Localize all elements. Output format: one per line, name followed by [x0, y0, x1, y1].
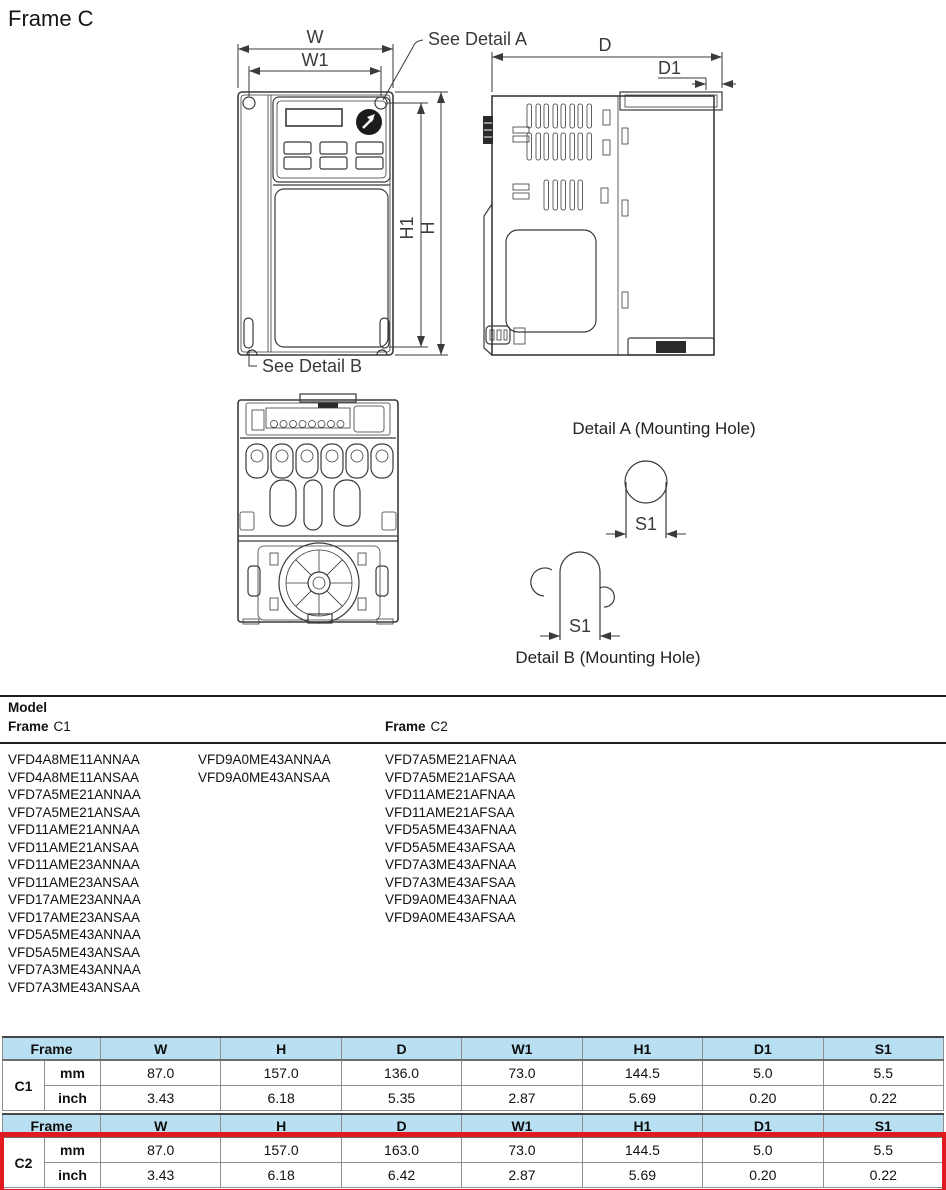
model-number: VFD11AME21AFNAA	[385, 787, 516, 802]
value-cell: 2.87	[462, 1086, 582, 1111]
model-number: VFD5A5ME43AFSAA	[385, 839, 516, 855]
dim-label-s1-a: S1	[634, 514, 658, 534]
model-number: VFD7A5ME21ANNAA	[8, 787, 141, 802]
frame-word: Frame	[8, 719, 49, 734]
side-view-drawing	[483, 35, 736, 355]
detail-b-drawing	[515, 552, 700, 667]
value-cell: 6.18	[221, 1163, 341, 1188]
dimension-tables	[2, 1036, 944, 1188]
frame-c2-code: C2	[430, 719, 448, 734]
model-number: VFD5A5ME43ANSAA	[8, 944, 141, 960]
col-header-h1: H1	[582, 1114, 702, 1137]
col-header-d1: D1	[703, 1037, 823, 1060]
dim-label-w: W	[306, 27, 324, 47]
see-detail-b-label: See Detail B	[262, 356, 363, 376]
model-number: VFD9A0ME43ANSAA	[198, 769, 331, 785]
value-cell: 87.0	[101, 1137, 221, 1163]
page-title: Frame C	[8, 6, 94, 31]
model-number: VFD7A3ME43AFNAA	[385, 857, 517, 872]
dim-label-h: H	[418, 221, 438, 235]
model-number: VFD7A5ME21ANSAA	[8, 804, 141, 820]
vent-slots	[513, 104, 592, 210]
col-header-w1: W1	[462, 1037, 582, 1060]
table-row-c1-mm	[3, 1060, 944, 1086]
table-row-c2-inch	[3, 1163, 944, 1188]
col-header-d: D	[341, 1114, 461, 1137]
model-number: VFD7A3ME43ANSAA	[8, 979, 141, 995]
value-cell: 5.35	[341, 1086, 461, 1111]
model-number: VFD5A5ME43ANNAA	[8, 927, 141, 942]
model-list-c1-col2	[198, 751, 331, 786]
model-number: VFD7A3ME43AFSAA	[385, 874, 516, 890]
model-number: VFD11AME21AFSAA	[385, 804, 515, 820]
frame-word: Frame	[385, 719, 426, 734]
model-number: VFD17AME23ANNAA	[8, 892, 141, 907]
model-number: VFD9A0ME43AFSAA	[385, 909, 516, 925]
value-cell: 5.0	[703, 1060, 823, 1086]
unit-cell-inch: inch	[45, 1086, 101, 1111]
dim-label-d: D	[598, 35, 612, 55]
col-header-h1: H1	[582, 1037, 702, 1060]
model-number: VFD7A5ME21AFNAA	[385, 752, 517, 767]
section-divider-top	[0, 695, 946, 697]
col-header-d: D	[341, 1037, 461, 1060]
value-cell: 5.69	[582, 1086, 702, 1111]
detail-a-drawing	[572, 419, 755, 538]
value-cell: 5.5	[823, 1137, 943, 1163]
dim-label-s1-b: S1	[568, 616, 592, 636]
value-cell: 144.5	[582, 1137, 702, 1163]
col-header-w1: W1	[462, 1114, 582, 1137]
unit-cell-mm: mm	[45, 1060, 101, 1086]
value-cell: 163.0	[341, 1137, 461, 1163]
frame-c1-heading	[8, 719, 71, 734]
unit-cell-mm: mm	[45, 1137, 101, 1163]
dim-label-w1: W1	[301, 50, 329, 70]
detail-a-title: Detail A (Mounting Hole)	[572, 419, 756, 438]
keypad-buttons	[284, 142, 383, 169]
model-number: VFD9A0ME43AFNAA	[385, 892, 517, 907]
cooling-fan	[279, 543, 359, 623]
model-number: VFD11AME23ANSAA	[8, 874, 140, 890]
value-cell: 144.5	[582, 1060, 702, 1086]
model-number: VFD4A8ME11ANSAA	[8, 769, 140, 785]
table-header-row	[3, 1114, 944, 1137]
value-cell: 2.87	[462, 1163, 582, 1188]
c2-table-wrapper	[2, 1113, 944, 1188]
value-cell: 87.0	[101, 1060, 221, 1086]
model-list-c1-col1	[8, 751, 141, 996]
frame-cell-c2: C2	[3, 1137, 45, 1188]
table-header-row	[3, 1037, 944, 1060]
value-cell: 6.18	[221, 1086, 341, 1111]
bottom-view-drawing	[238, 394, 398, 624]
section-divider-models	[0, 742, 946, 744]
frame-cell-c1: C1	[3, 1060, 45, 1111]
value-cell: 157.0	[221, 1137, 341, 1163]
model-number: VFD9A0ME43ANNAA	[198, 752, 331, 767]
model-number: VFD5A5ME43AFNAA	[385, 822, 517, 837]
see-detail-a-label: See Detail A	[428, 29, 528, 49]
col-header-d1: D1	[703, 1114, 823, 1137]
detail-b-title: Detail B (Mounting Hole)	[515, 648, 701, 667]
col-header-s1: S1	[823, 1114, 943, 1137]
dim-label-h1: H1	[397, 216, 417, 240]
value-cell: 3.43	[101, 1086, 221, 1111]
col-header-h: H	[221, 1037, 341, 1060]
col-header-h: H	[221, 1114, 341, 1137]
value-cell: 0.22	[823, 1086, 943, 1111]
frame-c1-code: C1	[53, 719, 71, 734]
col-header-frame: Frame	[3, 1037, 101, 1060]
model-section-label: Model	[8, 700, 47, 715]
model-number: VFD17AME23ANSAA	[8, 909, 141, 925]
unit-cell-inch: inch	[45, 1163, 101, 1188]
col-header-w: W	[101, 1037, 221, 1060]
value-cell: 3.43	[101, 1163, 221, 1188]
value-cell: 5.0	[703, 1137, 823, 1163]
table-row-c1-inch	[3, 1086, 944, 1111]
model-number: VFD7A5ME21AFSAA	[385, 769, 516, 785]
model-number: VFD11AME21ANNAA	[8, 822, 140, 837]
col-header-frame: Frame	[3, 1114, 101, 1137]
value-cell: 73.0	[462, 1137, 582, 1163]
dimension-table-c1	[2, 1036, 944, 1111]
value-cell: 136.0	[341, 1060, 461, 1086]
value-cell: 157.0	[221, 1060, 341, 1086]
value-cell: 73.0	[462, 1060, 582, 1086]
table-row-c2-mm	[3, 1137, 944, 1163]
value-cell: 6.42	[341, 1163, 461, 1188]
col-header-s1: S1	[823, 1037, 943, 1060]
value-cell: 0.20	[703, 1086, 823, 1111]
model-number: VFD7A3ME43ANNAA	[8, 962, 141, 977]
col-header-w: W	[101, 1114, 221, 1137]
value-cell: 0.20	[703, 1163, 823, 1188]
model-number: VFD11AME21ANSAA	[8, 839, 140, 855]
dim-label-d1: D1	[658, 58, 682, 78]
dimension-table-c2	[2, 1113, 944, 1188]
keypad-display	[286, 109, 342, 126]
model-number: VFD11AME23ANNAA	[8, 857, 140, 872]
value-cell: 0.22	[823, 1163, 943, 1188]
model-list-c2-col1	[385, 751, 516, 926]
terminal-row	[246, 444, 393, 478]
value-cell: 5.5	[823, 1060, 943, 1086]
value-cell: 5.69	[582, 1163, 702, 1188]
model-number: VFD4A8ME11ANNAA	[8, 752, 140, 767]
frame-c2-heading	[385, 719, 448, 734]
